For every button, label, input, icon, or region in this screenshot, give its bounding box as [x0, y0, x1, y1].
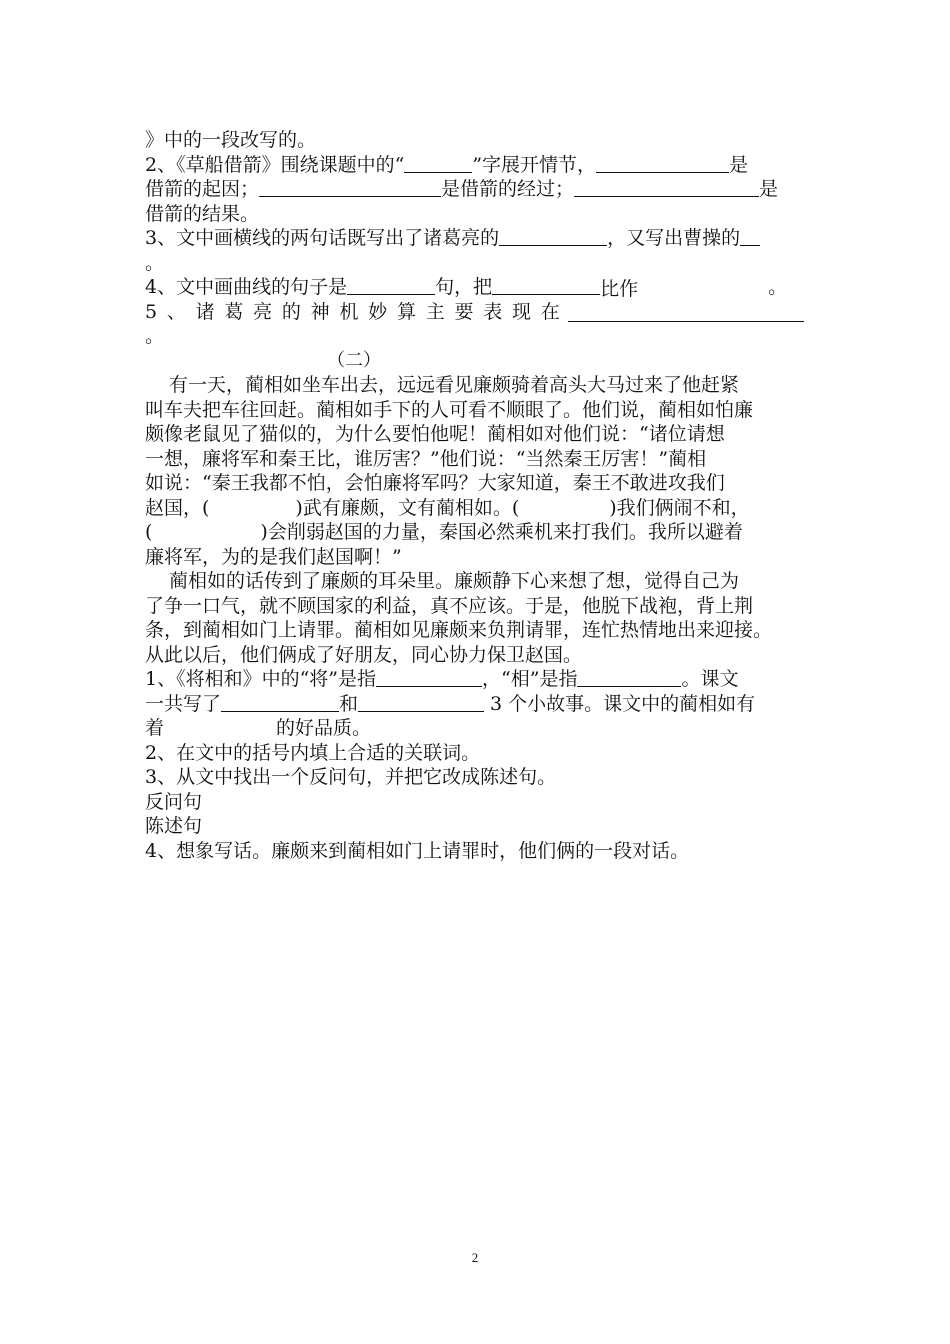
passage-line-7: ( )会削弱赵国的力量，秦国必然乘机来打我们。我所以避着	[145, 521, 743, 543]
blank-story-1[interactable]	[221, 692, 339, 712]
passage-line-8: 廉将军，为的是我们赵国啊！”	[145, 545, 402, 568]
q5-char: 妙	[368, 300, 388, 323]
passage-line-5: 如说：“秦王我都不怕，会怕廉将军吗？大家知道，秦王不敢进攻我们	[145, 472, 725, 494]
passage2-line-4: 从此以后，他们俩成了好朋友，同心协力保卫赵国。	[145, 643, 583, 666]
q5-char: 在	[540, 300, 560, 323]
s2-question-2: 2、在文中的括号内填上合适的关联词。	[145, 741, 481, 764]
question-2-line-2: 借箭的起因； 是借箭的经过； 是	[145, 178, 779, 200]
q5-char: 的	[281, 300, 301, 323]
page-number: 2	[471, 1250, 479, 1265]
passage2-line-2: 了争一口气，就不顾国家的利益，真不应该。于是，他脱下战袍，背上荆	[145, 594, 754, 617]
section-2-heading: （二）	[327, 349, 381, 371]
passage2-line-3: 条，到蔺相如门上请罪。蔺相如见廉颇来负荆请罪，连忙热情地出来迎接。	[145, 619, 773, 641]
q5-char: 诸	[195, 300, 215, 323]
worksheet-page	[145, 128, 811, 863]
q5-char: 算	[396, 300, 416, 323]
passage-line-2: 叫车夫把车往回赶。蔺相如手下的人可看不顺眼了。他们说，蔺相如怕廉	[145, 398, 754, 421]
s2-question-1-line-2: 一共写了 和 3 个小故事。课文中的蔺相如有	[145, 692, 756, 715]
label-declarative-sentence: 陈述句	[145, 815, 203, 837]
passage-line-3: 颇像老鼠见了猫似的，为什么要怕他呢！蔺相如对他们说：“诸位请想	[145, 423, 725, 445]
q5-char: 5	[145, 300, 158, 323]
blank-jiang[interactable]	[376, 667, 482, 687]
blank-key-word[interactable]	[404, 153, 472, 173]
blank-story-2[interactable]	[358, 692, 484, 712]
question-5-spaced-text	[145, 300, 560, 325]
blank-compared-from[interactable]	[492, 275, 600, 295]
blank-sentence-type[interactable]	[347, 275, 435, 295]
question-3-line-1: 3、文中画横线的两句话既写出了诸葛亮的 ，又写出曹操的	[145, 226, 811, 251]
question-2-line-3: 借箭的结果。	[145, 202, 260, 225]
question-3-line-2: 。	[145, 251, 165, 274]
s2-question-3: 3、从文中找出一个反问句，并把它改成陈述句。	[145, 766, 557, 788]
question-5-end: 。	[145, 325, 165, 347]
q5-char: 、	[166, 300, 186, 323]
blank-zhuge-liang[interactable]	[499, 226, 607, 246]
q5-char: 神	[310, 300, 330, 323]
s2-question-1-line-3: 着 的好品质。	[145, 717, 372, 739]
blank-manifestation[interactable]	[568, 302, 804, 322]
q5-char: 表	[483, 300, 503, 323]
q5-char: 亮	[253, 300, 273, 323]
q5-char: 主	[425, 300, 445, 323]
s2-question-1-line-1: 1、《将相和》中的“将”是指 ，“相”是指 。课文	[145, 668, 739, 690]
question-2-line-1: 2、《草船借箭》围绕课题中的“ ”字展开情节， 是	[145, 153, 749, 176]
question-4-line: 4、文中画曲线的句子是 句，把 比作 。	[145, 276, 788, 300]
s2-question-4: 4、想象写话。廉颇来到蔺相如门上请罪时，他们俩的一段对话。	[145, 839, 690, 862]
passage-line-1: 有一天，蔺相如坐车出去，远远看见廉颇骑着高头大马过来了他赶紧	[169, 374, 740, 396]
blank-cause[interactable]	[596, 153, 729, 173]
blank-xiang[interactable]	[577, 667, 681, 687]
blank-process[interactable]	[259, 177, 441, 197]
q5-char: 现	[512, 300, 532, 323]
label-rhetorical-question: 反问句	[145, 790, 203, 813]
passage-line-4: 一想，廉将军和秦王比，谁厉害？”他们说：“当然秦王厉害！”蔺相	[145, 447, 707, 470]
q5-char: 机	[339, 300, 359, 323]
question-5-line	[145, 300, 811, 325]
q5-char: 葛	[224, 300, 244, 323]
passage-line-6: 赵国，( )武有廉颇，文有蔺相如。( )我们俩闹不和，	[145, 496, 750, 519]
blank-result[interactable]	[574, 177, 759, 197]
q5-char: 要	[454, 300, 474, 323]
line-intro-tail: 》中的一段改写的。	[145, 129, 317, 151]
passage2-line-1: 蔺相如的话传到了廉颇的耳朵里。廉颇静下心来想了想，觉得自己为	[169, 570, 740, 592]
blank-cao-cao[interactable]	[740, 226, 760, 246]
